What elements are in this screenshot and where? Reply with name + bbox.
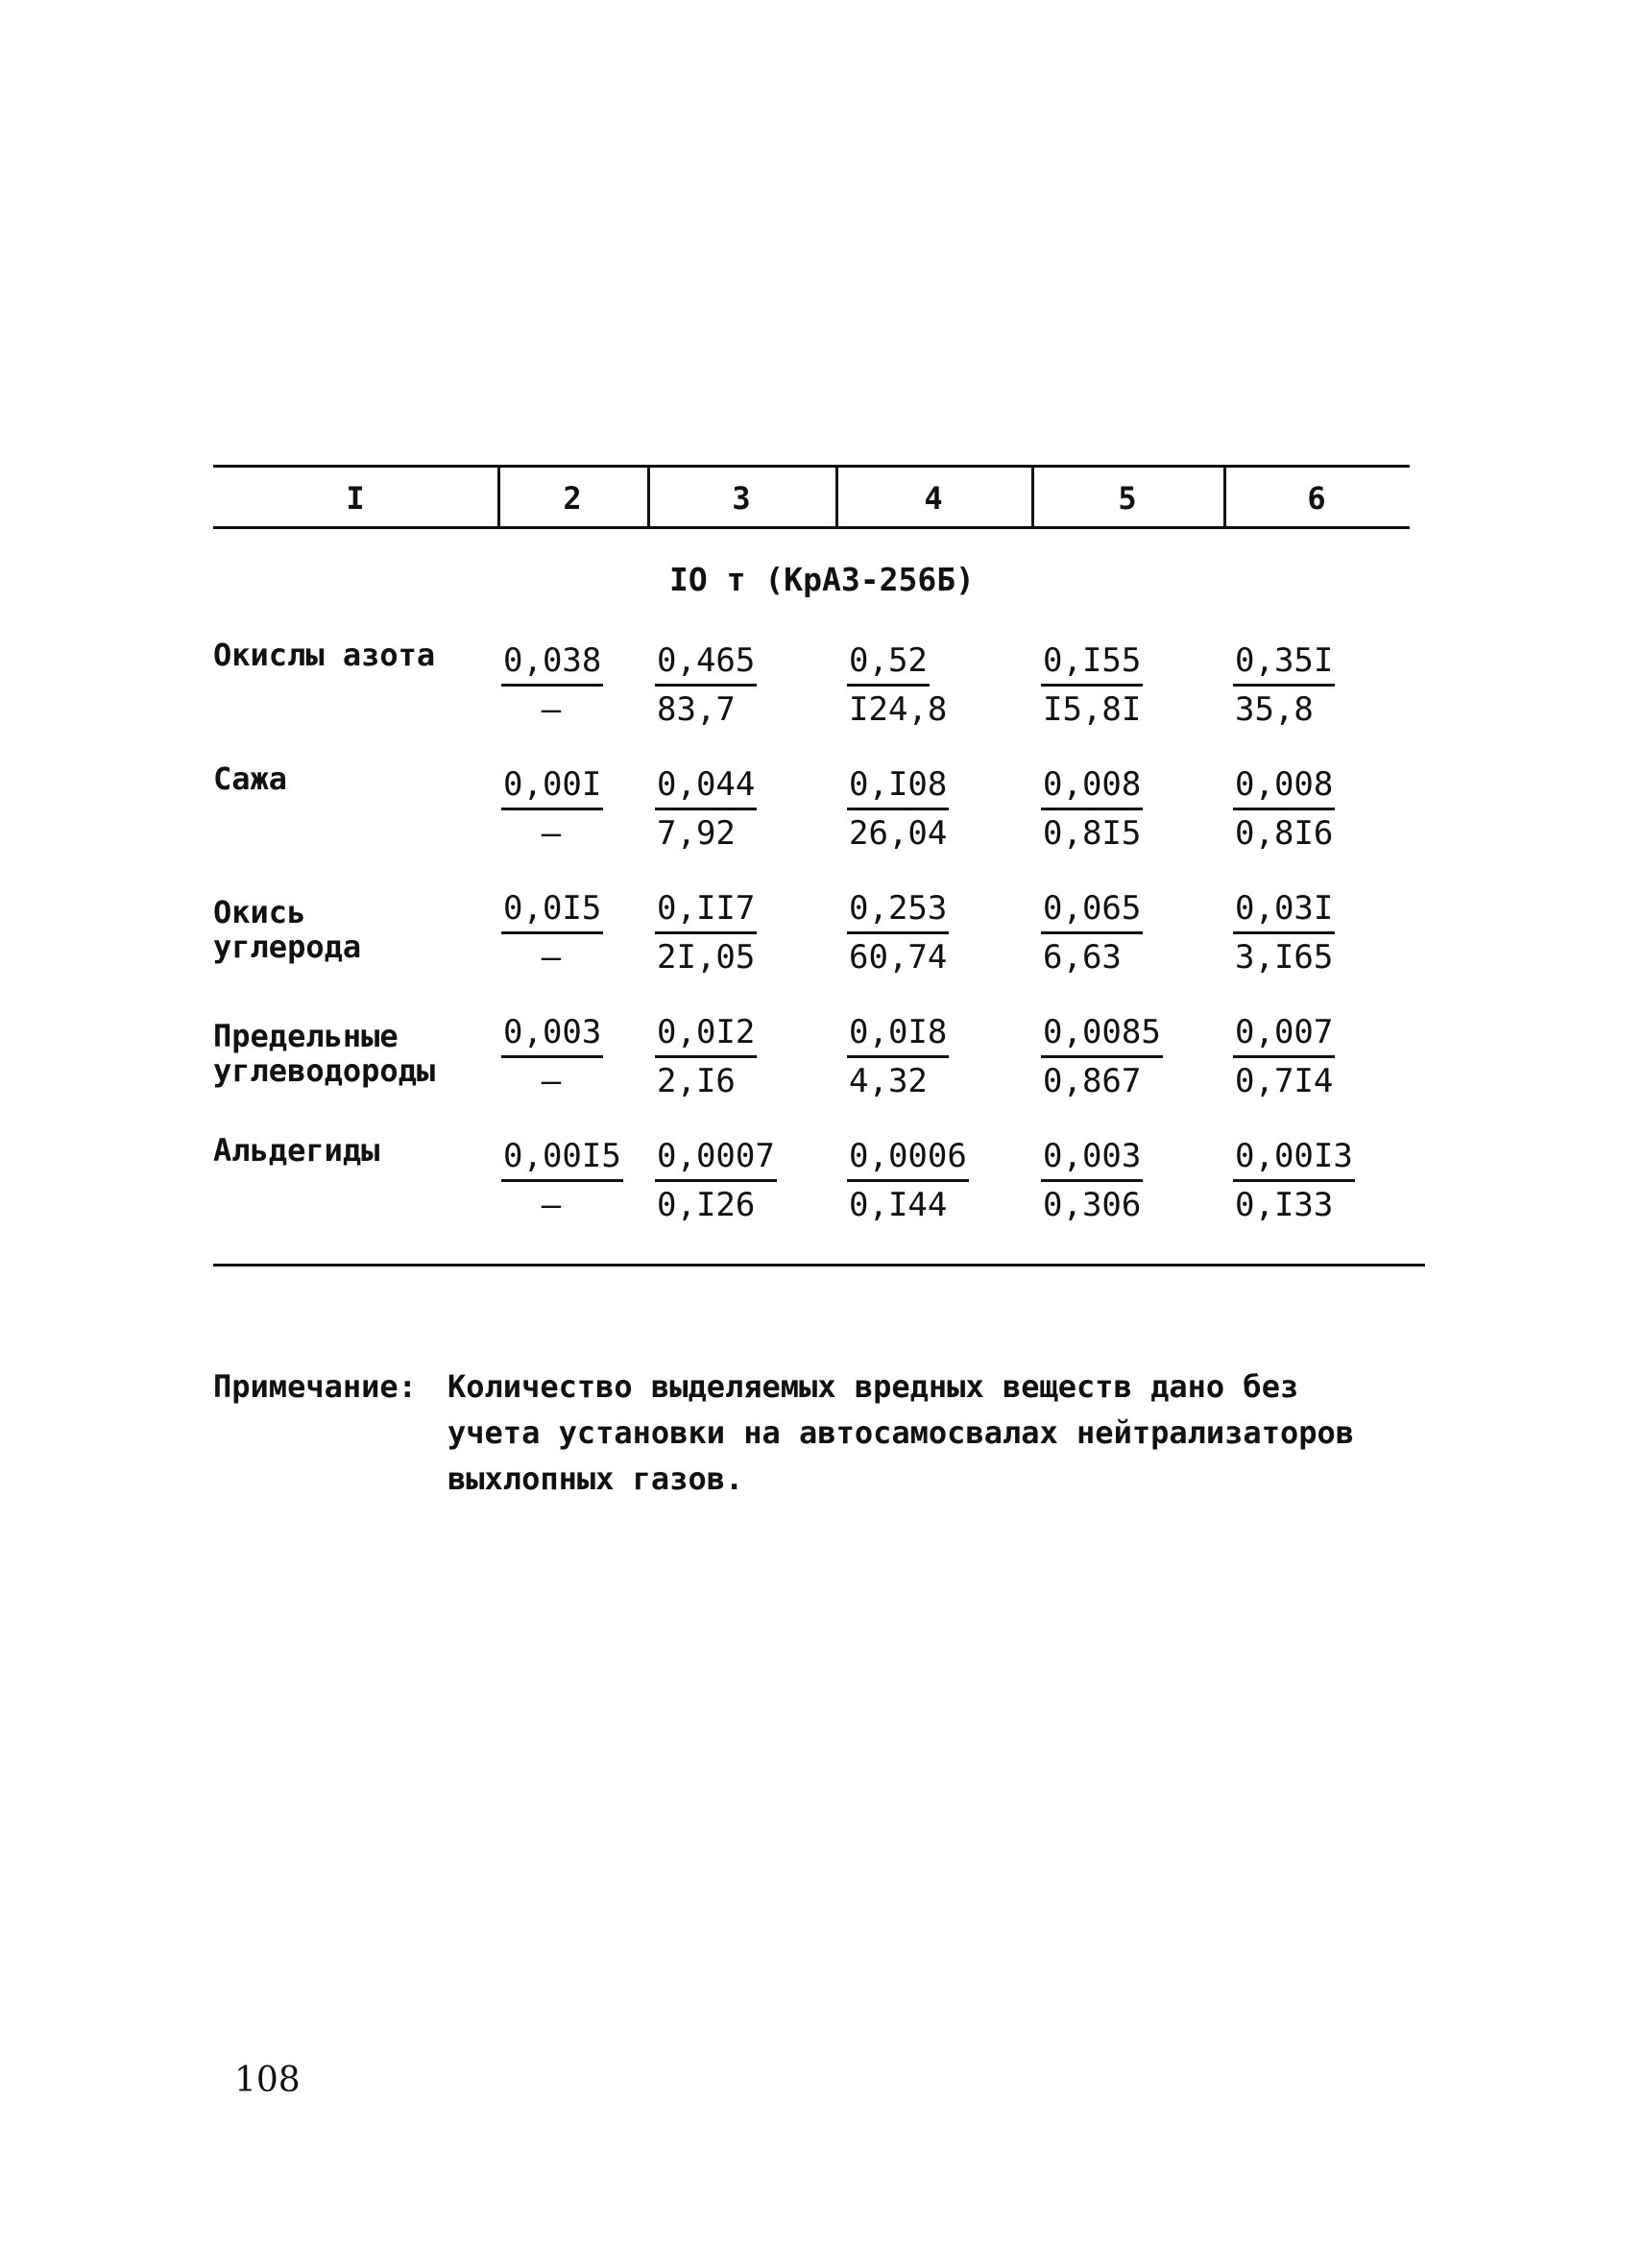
value-denominator: 0,I44	[849, 1186, 948, 1224]
table-subtitle: IO т (КрАЗ-256Б)	[669, 561, 975, 598]
value-numerator: 0,038	[501, 638, 603, 687]
column-separator	[497, 465, 500, 528]
value-denominator: 6,63	[1043, 938, 1122, 977]
value-denominator: 0,867	[1043, 1062, 1142, 1100]
column-separator	[1031, 465, 1034, 528]
value-denominator: 7,92	[657, 814, 736, 853]
column-header-2: 2	[563, 480, 582, 517]
value-denominator: 0,8I6	[1235, 814, 1334, 853]
row-label-line: углеводороды	[213, 1052, 436, 1089]
value-cell	[1041, 638, 1195, 733]
value-numerator: 0,008	[1233, 761, 1335, 810]
value-cell	[847, 1009, 1001, 1104]
value-cell	[655, 638, 809, 733]
value-cell	[1233, 885, 1387, 980]
row-label	[213, 761, 492, 796]
footnote-line: выхлопных газов.	[447, 1460, 744, 1497]
value-numerator: 0,I55	[1041, 638, 1143, 687]
value-numerator: 0,465	[655, 638, 757, 687]
table-bottom-rule	[213, 1264, 1425, 1267]
row-label-line: углерода	[213, 929, 362, 965]
value-numerator: 0,003	[1041, 1133, 1143, 1182]
row-label-line: Окислы азота	[213, 637, 436, 673]
value-denominator: 0,I26	[657, 1186, 756, 1224]
table-row	[213, 885, 1410, 991]
value-numerator: 0,00I5	[501, 1133, 623, 1182]
value-numerator: 0,I08	[847, 761, 949, 810]
value-numerator: 0,253	[847, 885, 949, 934]
value-numerator: 0,52	[847, 638, 930, 687]
value-denominator: I24,8	[849, 690, 948, 729]
value-denominator: 4,32	[849, 1062, 928, 1100]
value-numerator: 0,0085	[1041, 1009, 1163, 1058]
row-label-line: Окись	[213, 894, 306, 930]
value-cell	[1041, 761, 1195, 857]
value-numerator: 0,044	[655, 761, 757, 810]
value-denominator: 60,74	[849, 938, 948, 977]
value-cell	[1233, 1133, 1387, 1228]
value-denominator: –	[541, 938, 562, 977]
value-numerator: 0,065	[1041, 885, 1143, 934]
table-row	[213, 1133, 1410, 1239]
page-number: 108	[234, 2061, 301, 2100]
row-label-line: Сажа	[213, 760, 288, 797]
column-header-1: I	[346, 480, 365, 517]
value-cell	[655, 885, 809, 980]
value-denominator: 2,I6	[657, 1062, 736, 1100]
value-denominator: –	[541, 1062, 562, 1100]
value-cell	[1233, 638, 1387, 733]
value-denominator: 35,8	[1235, 690, 1314, 729]
value-cell	[1233, 1009, 1387, 1104]
value-cell	[655, 761, 809, 857]
row-label	[213, 895, 492, 964]
value-cell	[1041, 1009, 1195, 1104]
value-numerator: 0,0006	[847, 1133, 969, 1182]
value-denominator: I5,8I	[1043, 690, 1142, 729]
value-denominator: 0,306	[1043, 1186, 1142, 1224]
value-cell	[847, 1133, 1001, 1228]
table-row	[213, 761, 1410, 867]
value-cell	[655, 1133, 809, 1228]
value-cell	[847, 638, 1001, 733]
value-denominator: 0,7I4	[1235, 1062, 1334, 1100]
value-cell	[1041, 1133, 1195, 1228]
column-header-5: 5	[1118, 480, 1137, 517]
table-header	[213, 469, 1410, 528]
value-denominator: 83,7	[657, 690, 736, 729]
value-denominator: 2I,05	[657, 938, 756, 977]
value-cell	[501, 1009, 655, 1104]
value-numerator: 0,03I	[1233, 885, 1335, 934]
value-numerator: 0,35I	[1233, 638, 1335, 687]
column-header-3: 3	[732, 480, 751, 517]
row-label	[213, 1133, 492, 1168]
value-cell	[501, 638, 655, 733]
value-numerator: 0,007	[1233, 1009, 1335, 1058]
footnote-label: Примечание:	[213, 1368, 417, 1405]
value-cell	[1041, 885, 1195, 980]
footnote-line: Количество выделяемых вредных веществ дано без	[447, 1368, 1299, 1405]
column-separator	[835, 465, 838, 528]
column-header-6: 6	[1307, 480, 1326, 517]
table-row	[213, 1009, 1410, 1115]
value-numerator: 0,0I5	[501, 885, 603, 934]
value-denominator: –	[541, 814, 562, 853]
value-numerator: 0,0I2	[655, 1009, 757, 1058]
value-cell	[501, 1133, 655, 1228]
value-denominator: 3,I65	[1235, 938, 1334, 977]
value-denominator: –	[541, 690, 562, 729]
value-numerator: 0,0I8	[847, 1009, 949, 1058]
value-denominator: 0,I33	[1235, 1186, 1334, 1224]
row-label	[213, 1019, 492, 1088]
column-separator	[647, 465, 650, 528]
value-numerator: 0,003	[501, 1009, 603, 1058]
column-header-4: 4	[924, 480, 943, 517]
value-cell	[1233, 761, 1387, 857]
value-denominator: 0,8I5	[1043, 814, 1142, 853]
table-row	[213, 638, 1410, 743]
value-numerator: 0,008	[1041, 761, 1143, 810]
value-denominator: 26,04	[849, 814, 948, 853]
value-cell	[847, 885, 1001, 980]
value-numerator: 0,0007	[655, 1133, 777, 1182]
value-denominator: –	[541, 1186, 562, 1224]
value-numerator: 0,00I3	[1233, 1133, 1355, 1182]
value-cell	[501, 885, 655, 980]
value-cell	[847, 761, 1001, 857]
row-label-line: Предельные	[213, 1018, 399, 1054]
value-cell	[501, 761, 655, 857]
value-cell	[655, 1009, 809, 1104]
row-label-line: Альдегиды	[213, 1132, 380, 1169]
value-numerator: 0,II7	[655, 885, 757, 934]
value-numerator: 0,00I	[501, 761, 603, 810]
table-top-rule	[213, 465, 1410, 468]
footnote-line: учета установки на автосамосвалах нейтрализаторов	[447, 1414, 1355, 1451]
column-separator	[1223, 465, 1226, 528]
row-label	[213, 638, 492, 672]
